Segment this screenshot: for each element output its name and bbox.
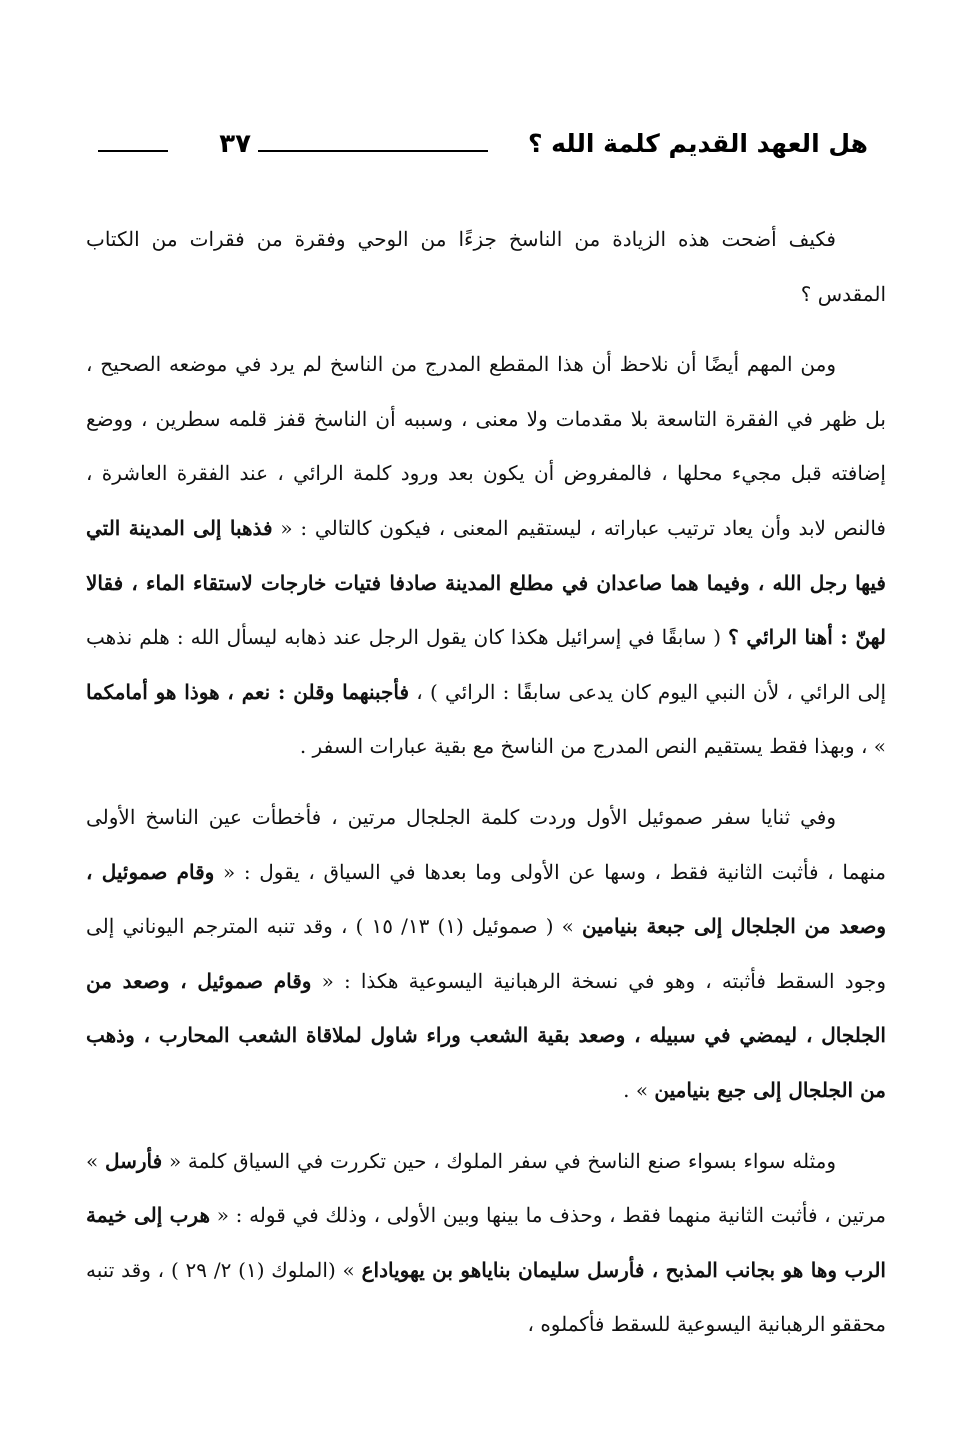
text-run: ومثله سواء بسواء صنع الناسخ في سفر الملوك ، حين تكررت في السياق كلمة «: [162, 1148, 836, 1173]
paragraph: [86, 337, 886, 774]
text-run: وفي ثنايا سفر صموئيل الأول وردت كلمة الجلجال مرتين ، فأخطأت عين الناسخ الأولى منهما ، فأثبت الثانية فقط ، وسها عن الأولى وما بعدها في السياق ، يقول : «: [86, 804, 886, 884]
text-run: » (الملوك (١) ٢/ ٢٩ ) ، وقد تنبه محققو الرهبانية اليسوعية للسقط فأكملوه ،: [86, 1257, 886, 1337]
text-run: » ، وبهذا فقط يستقيم النص المدرج من الناسخ مع بقية عبارات السفر .: [299, 734, 886, 759]
body-text: [86, 212, 886, 1368]
quoted-scripture: وقام صموئيل ، وصعد من الجلجال إلى جبعة بنيامين: [86, 859, 886, 939]
paragraph: [86, 1134, 886, 1352]
text-run: ومن المهم أيضًا أن نلاحظ أن هذا المقطع المدرج من الناسخ لم يرد في موضعه الصحيح ، بل ظهر في الفقرة التاسعة بلا مقدمات ولا معنى ، وسببه أن الناسخ قفز قلمه سطرين ، ووضع إضافته قبل مجيء محلها ، فالمفروض أن يكون بعد ورود كلمة الرائي ، عند الفقرة العاشرة ، فالنص لابد وأن يعاد ترتيب عباراته ، ليستقيم المعنى ، فيكون كالتالي : «: [86, 352, 886, 540]
quoted-scripture: فذهبا إلى المدينة التي فيها رجل الله ، وفيما هما صاعدان في مطلع المدينة صادفا فتيات خارجات لاستقاء الماء ، فقالا لهنّ : أهنا الرائي ؟: [86, 515, 886, 650]
quoted-scripture: فأجبنهما وقلن : نعم ، هوذا هو أمامكما: [86, 679, 410, 704]
quoted-scripture: وقام صموئيل ، وصعد من الجلجال ، ليمضي في سبيله ، وصعد بقية الشعب وراء شاول لملاقاة الشعب المحارب ، وذهب من الجلجال إلى جبع بنيامين: [86, 968, 886, 1102]
paragraph: [86, 212, 886, 321]
quoted-word: فأرسل: [104, 1148, 163, 1173]
paragraph: [86, 790, 886, 1118]
header-rule-short: [98, 150, 168, 152]
page-number: ٣٧: [219, 129, 251, 159]
header-rule: [258, 150, 488, 152]
text-run: فكيف أضحت هذه الزيادة من الناسخ جزءًا من الوحي وفقرة من فقرات من الكتاب المقدس ؟: [86, 227, 886, 306]
header-title: هل العهد القديم كلمة الله ؟: [527, 129, 868, 158]
text-run: ( سابقًا في إسرائيل هكذا كان يقول الرجل عند ذهابه ليسأل الله : هلم نذهب إلى الرائي ، لأن النبي اليوم كان يدعى سابقًا : الرائي ) ،: [86, 625, 887, 704]
quoted-scripture: هرب إلى خيمة الرب وها هو بجانب المذبح ، فأرسل سليمان بناياهو بن يهوياداع: [86, 1203, 886, 1282]
running-header: [98, 124, 868, 164]
text-run: » .: [623, 1077, 655, 1102]
text-run: » مرتين ، فأثبت الثانية منهما فقط ، وحذف ما بينها وبين الأولى ، وذلك في قوله : «: [86, 1148, 886, 1228]
text-run: » ( صموئيل (١) ١٣/ ١٥ ) ، وقد تنبه المترجم اليوناني إلى وجود السقط فأثبته ، وهو في نسخة الرهبانية اليسوعية هكذا : «: [86, 914, 886, 993]
